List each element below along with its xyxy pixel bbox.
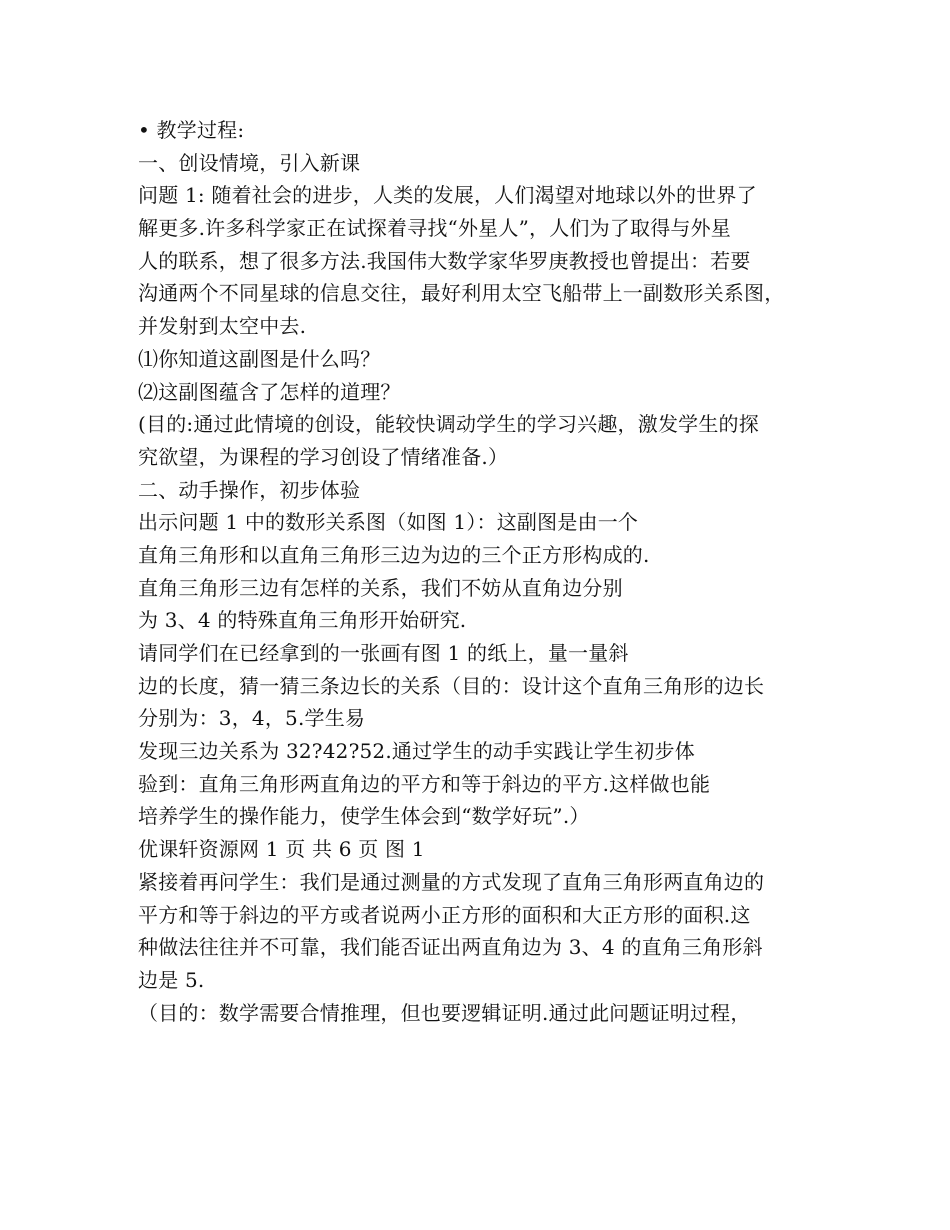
paragraph-line: 出示问题 1 中的数形关系图（如图 1）：这副图是由一个 <box>138 510 639 535</box>
paragraph-line: 并发射到太空中去. <box>138 314 307 339</box>
paragraph-line: 沟通两个不同星球的信息交往，最好利用太空飞船带上一副数形关系图， <box>138 281 785 306</box>
question-item-1: ⑴你知道这副图是什么吗？ <box>138 346 381 371</box>
paragraph-line: 直角三角形三边有怎样的关系，我们不妨从直角边分别 <box>138 575 623 600</box>
paragraph-line: 培养学生的操作能力，使学生体会到“数学好玩”.） <box>138 804 590 829</box>
question-item-2: ⑵这副图蕴含了怎样的道理？ <box>138 379 401 404</box>
paragraph-line: 验到：直角三角形两直角边的平方和等于斜边的平方.这样做也能 <box>138 771 711 796</box>
paragraph-line: 边的长度，猜一猜三条边长的关系（目的：设计这个直角三角形的边长 <box>138 673 765 698</box>
paragraph-line: 紧接着再问学生：我们是通过测量的方式发现了直角三角形两直角边的 <box>138 869 765 894</box>
paragraph-line: 种做法往往并不可靠，我们能否证出两直角边为 3、4 的直角三角形斜 <box>138 935 763 960</box>
section-heading-2: 二、动手操作，初步体验 <box>138 477 361 502</box>
page-footer-line: 优课轩资源网 1 页 共 6 页 图 1 <box>138 837 425 862</box>
paragraph-line: 边是 5. <box>138 967 205 992</box>
paragraph-line: 发现三边关系为 32?42?52.通过学生的动手实践让学生初步体 <box>138 739 695 764</box>
section-heading-teaching-process: • 教学过程: <box>138 118 245 142</box>
paragraph-line: 请同学们在已经拿到的一张画有图 1 的纸上，量一量斜 <box>138 641 629 665</box>
paragraph-line: 人的联系，想了很多方法.我国伟大数学家华罗庚教授也曾提出：若要 <box>138 248 751 273</box>
paragraph-line: 直角三角形和以直角三角形三边为边的三个正方形构成的. <box>138 542 650 567</box>
paragraph-line: （目的：数学需要合情推理，但也要逻辑证明.通过此问题证明过程， <box>138 1000 751 1025</box>
paragraph-line: 平方和等于斜边的平方或者说两小正方形的面积和大正方形的面积.这 <box>138 902 751 927</box>
paragraph-line: 为 3、4 的特殊直角三角形开始研究. <box>138 608 467 633</box>
paragraph-line: (目的:通过此情境的创设，能较快调动学生的学习兴趣，激发学生的探 <box>138 412 759 437</box>
paragraph-line: 问题 1: 随着社会的进步，人类的发展，人们渴望对地球以外的世界了 <box>138 183 757 208</box>
document-page <box>138 114 838 1029</box>
paragraph-line: 解更多.许多科学家正在试探着寻找“外星人”，人们为了取得与外星 <box>138 216 732 241</box>
paragraph-line: 分别为：3，4，5.学生易 <box>138 706 366 731</box>
section-heading-1: 一、创设情境，引入新课 <box>138 150 361 175</box>
paragraph-line: 究欲望，为课程的学习创设了情绪准备.） <box>138 444 509 469</box>
